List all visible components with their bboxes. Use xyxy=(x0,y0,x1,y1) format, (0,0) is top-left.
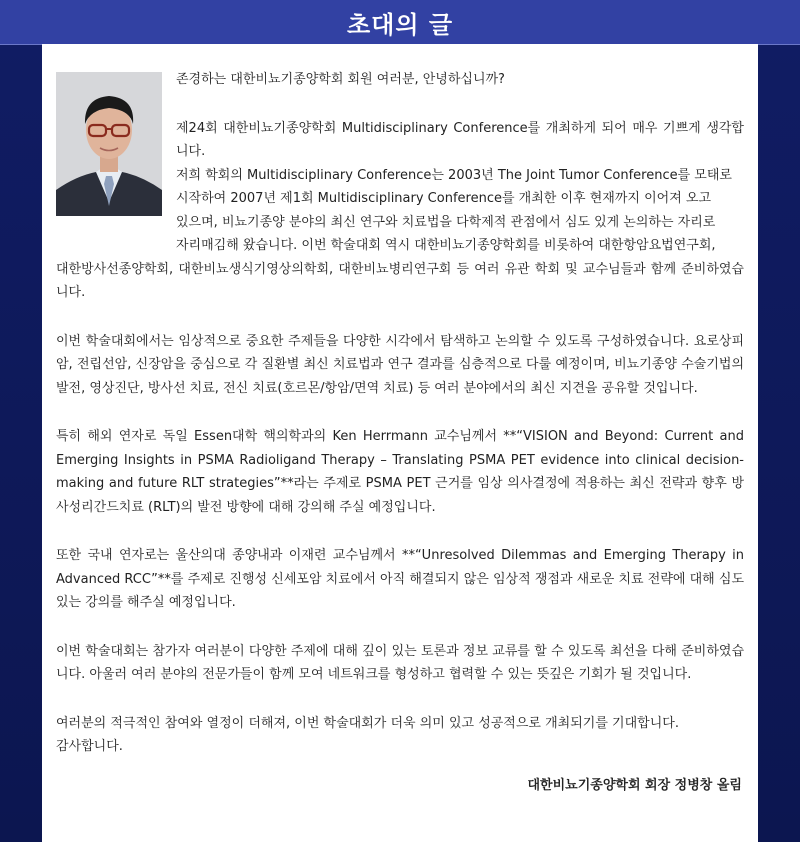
right-background-band xyxy=(758,44,800,842)
letter-card xyxy=(42,44,758,842)
greeting: 존경하는 대한비뇨기종양학회 회원 여러분, 안녕하십니까? xyxy=(176,72,505,87)
paragraph-1-continued: 대한방사선종양학회, 대한비뇨생식기영상의학회, 대한비뇨병리연구회 등 여러 유관 학회 및 교수님들과 함께 준비하였습니다. xyxy=(56,261,744,300)
paragraph-3: 특히 해외 연자로 독일 Essen대학 핵의학과의 Ken Herrmann 교수님께서 **“VISION and Beyond: Current and Emerging Insights in PSMA Radioligand Therapy – Translating PSMA PET evidence into clinical decision-making and future RLT strategies”**라는 주제로 PSMA PET 근거를 임상 의사결정에 적용하는 최신 전략과 향후 방사성리간드치료 (RLT)의 발전 방향에 대해 강의해 주실 예정입니다. xyxy=(56,429,744,515)
paragraph-2: 이번 학술대회에서는 임상적으로 중요한 주제들을 다양한 시각에서 탐색하고 논의할 수 있도록 구성하였습니다. 요로상피암, 전립선암, 신장암을 중심으로 각 질환별 최신 치료법과 연구 결과를 심층적으로 다룰 예정이며, 비뇨기종양 수술기법의 발전, 영상진단, 방사선 치료, 전신 치료(호르몬/항암/면역 치료) 등 여러 분야에서의 최신 지견을 공유할 것입니다. xyxy=(56,333,744,396)
closing: 감사합니다. xyxy=(56,739,123,754)
paragraph-1-line-5: 자리매김해 왔습니다. 이번 학술대회 역시 대한비뇨기종양학회를 비롯하여 대한항암요법연구회, xyxy=(176,238,716,253)
paragraph-5: 이번 학술대회는 참가자 여러분이 다양한 주제에 대해 깊이 있는 토론과 정보 교류를 할 수 있도록 최선을 다해 준비하였습니다. 아울러 여러 분야의 전문가들이 함께 모여 네트워크를 형성하고 협력할 수 있는 뜻깊은 기회가 될 것입니다. xyxy=(56,643,744,682)
page-title: 초대의 글 xyxy=(346,10,454,39)
paragraph-1-line-2: 저희 학회의 Multidisciplinary Conference는 2003년 The Joint Tumor Conference를 모태로 xyxy=(176,167,732,183)
paragraph-6: 여러분의 적극적인 참여와 열정이 더해져, 이번 학술대회가 더욱 의미 있고 성공적으로 개최되기를 기대합니다. xyxy=(56,715,679,731)
paragraph-4: 또한 국내 연자로는 울산의대 종양내과 이재련 교수님께서 **“Unresolved Dilemmas and Emerging Therapy in Advanced RCC”**를 주제로 진행성 신세포암 치료에서 아직 해결되지 않은 임상적 쟁점과 새로운 치료 전략에 대해 심도 있는 강의를 해주실 예정입니다. xyxy=(56,548,744,610)
paragraph-1-line-3: 시작하여 2007년 제1회 Multidisciplinary Conference를 개최한 이후 현재까지 이어져 오고 xyxy=(176,191,712,206)
header-bar xyxy=(0,0,800,45)
paragraph-1-line-4: 있으며, 비뇨기종양 분야의 최신 연구와 치료법을 다학제적 관점에서 심도 있게 논의하는 자리로 xyxy=(176,214,716,230)
letter-body xyxy=(56,68,744,759)
paragraph-1-line-1: 제24회 대한비뇨기종양학회 Multidisciplinary Conference를 개최하게 되어 매우 기쁘게 생각합니다. xyxy=(176,120,744,159)
left-background-band xyxy=(0,44,42,842)
signature: 대한비뇨기종양학회 회장 정병창 올림 xyxy=(527,778,742,793)
